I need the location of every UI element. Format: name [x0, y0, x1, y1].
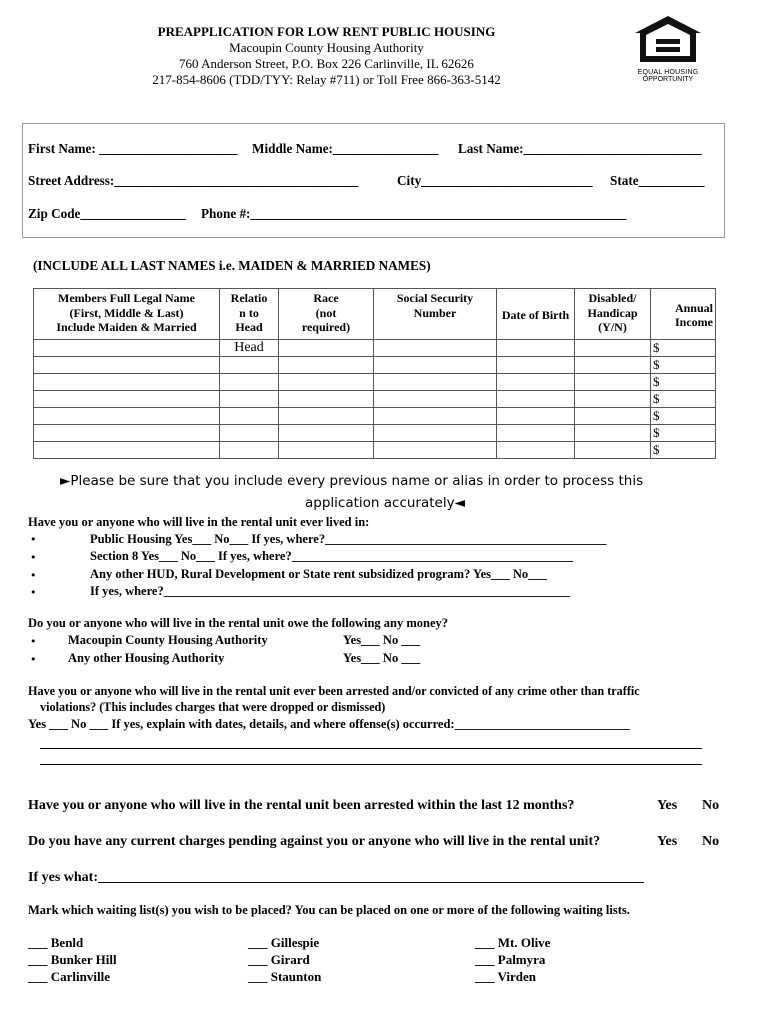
arrested-12-no[interactable]: No [702, 798, 720, 813]
explain-line-2[interactable] [40, 764, 702, 765]
col-header-name: Members Full Legal Name (First, Middle & Last) Include Maiden & Married [34, 289, 220, 340]
col-header-relation: Relatio n to Head [220, 289, 279, 340]
first-name-field[interactable]: First Name: _____________________ [28, 141, 238, 156]
table-cell[interactable] [220, 442, 279, 459]
table-cell[interactable] [220, 374, 279, 391]
owe-other-answer[interactable]: Yes___ No ___ [343, 651, 421, 665]
table-cell[interactable] [34, 408, 220, 425]
table-cell[interactable] [575, 391, 651, 408]
bullet: • [30, 569, 37, 582]
bullet: • [30, 533, 37, 546]
table-cell[interactable] [497, 408, 575, 425]
table-cell[interactable] [279, 391, 374, 408]
table-cell[interactable] [34, 391, 220, 408]
table-cell[interactable] [575, 340, 651, 357]
col-header-ssn: Social Security Number [374, 289, 497, 340]
table-cell[interactable] [575, 374, 651, 391]
waiting-option-staunton[interactable]: ___ Staunton [248, 969, 322, 984]
table-cell[interactable] [575, 442, 651, 459]
col-header-race: Race (not required) [279, 289, 374, 340]
table-cell[interactable] [374, 442, 497, 459]
bullet: • [30, 551, 37, 564]
income-cell[interactable]: $ [651, 408, 716, 425]
table-cell[interactable] [220, 425, 279, 442]
page-title: PREAPPLICATION FOR LOW RENT PUBLIC HOUSING [157, 24, 496, 39]
waiting-option-virden[interactable]: ___ Virden [475, 969, 537, 984]
table-cell[interactable] [497, 391, 575, 408]
waiting-option-gillespie[interactable]: ___ Gillespie [248, 935, 320, 950]
bullet: • [30, 653, 37, 666]
table-row [34, 374, 716, 391]
income-cell[interactable]: $ [651, 340, 716, 357]
agency-phone: 217-854-8606 (TDD/TYY: Relay #711) or Toll Free 866-363-5142 [152, 72, 501, 87]
relation-head-cell: Head [220, 340, 279, 357]
table-row [34, 391, 716, 408]
income-cell[interactable]: $ [651, 357, 716, 374]
table-cell[interactable] [497, 442, 575, 459]
table-cell[interactable] [279, 425, 374, 442]
table-row [34, 340, 716, 357]
waiting-option-carlinville[interactable]: ___ Carlinville [28, 969, 110, 984]
table-header-row [34, 289, 716, 340]
table-cell[interactable] [34, 442, 220, 459]
arrested-12-yes[interactable]: Yes [657, 798, 678, 813]
income-cell[interactable]: $ [651, 391, 716, 408]
owe-mcha-label: Macoupin County Housing Authority [68, 633, 268, 647]
col-header-disabled: Disabled/ Handicap (Y/N) [575, 289, 651, 340]
table-cell[interactable] [279, 374, 374, 391]
table-cell[interactable] [575, 357, 651, 374]
bullet: • [30, 635, 37, 648]
table-cell[interactable] [497, 425, 575, 442]
table-cell[interactable] [34, 340, 220, 357]
charges-yes[interactable]: Yes [657, 834, 678, 849]
owe-mcha-answer[interactable]: Yes___ No ___ [343, 633, 421, 647]
other-hud-item[interactable]: Any other HUD, Rural Development or State rent subsidized program? Yes___ No___ [90, 567, 547, 581]
table-row [34, 442, 716, 459]
table-cell[interactable] [279, 442, 374, 459]
table-cell[interactable] [374, 425, 497, 442]
table-cell[interactable] [220, 391, 279, 408]
table-cell[interactable] [279, 357, 374, 374]
charges-question: Do you have any current charges pending against you or anyone who will live in the rental unit? [28, 834, 601, 849]
household-members-table [33, 288, 716, 459]
table-cell[interactable] [279, 408, 374, 425]
table-cell[interactable] [497, 374, 575, 391]
table-cell[interactable] [34, 374, 220, 391]
if-yes-what-field[interactable]: If yes what:______________________________________________________________________________ [28, 870, 644, 885]
waiting-option-bunker-hill[interactable]: ___ Bunker Hill [28, 952, 117, 967]
phone-field[interactable]: Phone #:_________________________________________________________ [201, 206, 627, 221]
logo-text-line2: OPPORTUNITY [642, 76, 694, 83]
lived-in-question: Have you or anyone who will live in the rental unit ever lived in: [28, 515, 370, 529]
logo-text-line1: EQUAL HOUSING [637, 69, 699, 76]
charges-no[interactable]: No [702, 834, 720, 849]
table-cell[interactable] [374, 340, 497, 357]
waiting-list-question: Mark which waiting list(s) you wish to be placed? You can be placed on one or more of the following waiting lists. [28, 903, 630, 917]
income-cell[interactable]: $ [651, 425, 716, 442]
waiting-option-palmyra[interactable]: ___ Palmyra [475, 952, 546, 967]
explain-line-1[interactable] [40, 748, 702, 749]
col-header-dob: Date of Birth [497, 289, 575, 340]
waiting-option-girard[interactable]: ___ Girard [248, 952, 310, 967]
owe-money-question: Do you or anyone who will live in the rental unit owe the following any money? [28, 616, 449, 630]
bullet: • [30, 586, 37, 599]
table-cell[interactable] [34, 425, 220, 442]
waiting-option-benld[interactable]: ___ Benld [28, 935, 84, 950]
middle-name-field[interactable]: Middle Name:________________ [252, 141, 439, 156]
waiting-option-mt-olive[interactable]: ___ Mt. Olive [475, 935, 551, 950]
members-note: (INCLUDE ALL LAST NAMES i.e. MAIDEN & MARRIED NAMES) [33, 258, 431, 273]
table-cell[interactable] [575, 408, 651, 425]
owe-other-label: Any other Housing Authority [68, 651, 225, 665]
col-header-income: Annual Income [651, 289, 716, 340]
equal-housing-house-icon [634, 15, 702, 63]
last-name-field[interactable]: Last Name:___________________________ [458, 141, 702, 156]
street-address-field[interactable]: Street Address:_____________________________________ [28, 173, 359, 188]
city-field[interactable]: City__________________________ [397, 173, 593, 188]
equal-housing-logo [634, 15, 702, 83]
table-row [34, 425, 716, 442]
income-cell[interactable]: $ [651, 442, 716, 459]
table-cell[interactable] [279, 340, 374, 357]
table-cell[interactable] [220, 408, 279, 425]
public-housing-item[interactable]: Public Housing Yes___ No___ If yes, where?_____________________________________________ [90, 532, 607, 546]
table-cell[interactable] [220, 357, 279, 374]
table-cell[interactable] [34, 357, 220, 374]
agency-address: 760 Anderson Street, P.O. Box 226 Carlinville, IL 62626 [179, 56, 474, 71]
table-cell[interactable] [374, 374, 497, 391]
section-8-item[interactable]: Section 8 Yes___ No___ If yes, where?_____________________________________________ [90, 549, 573, 563]
table-cell[interactable] [374, 408, 497, 425]
agency-name: Macoupin County Housing Authority [229, 40, 424, 55]
arrested-question-line2: violations? (This includes charges that were dropped or dismissed) [40, 700, 386, 714]
notice-line-2: application accurately◄ [305, 495, 465, 511]
income-cell[interactable]: $ [651, 374, 716, 391]
table-cell[interactable] [497, 357, 575, 374]
table-cell[interactable] [497, 340, 575, 357]
arrested-12-months-question: Have you or anyone who will live in the rental unit been arrested within the last 12 months? [28, 798, 575, 813]
table-row [34, 357, 716, 374]
table-cell[interactable] [374, 391, 497, 408]
table-cell[interactable] [575, 425, 651, 442]
if-yes-where-item[interactable]: If yes, where?_________________________________________________________________ [90, 584, 570, 598]
notice-line-1: ►Please be sure that you include every previous name or alias in order to process this [60, 473, 644, 489]
table-row [34, 408, 716, 425]
arrested-question-line1: Have you or anyone who will live in the rental unit ever been arrested and/or convicted of any crime other than traffic [28, 684, 640, 698]
zip-code-field[interactable]: Zip Code________________ [28, 206, 186, 221]
arrested-answer-line[interactable]: Yes ___ No ___ If yes, explain with dates, details, and where offense(s) occurred:____________________________ [28, 717, 630, 731]
state-field[interactable]: State__________ [610, 173, 705, 188]
table-cell[interactable] [374, 357, 497, 374]
